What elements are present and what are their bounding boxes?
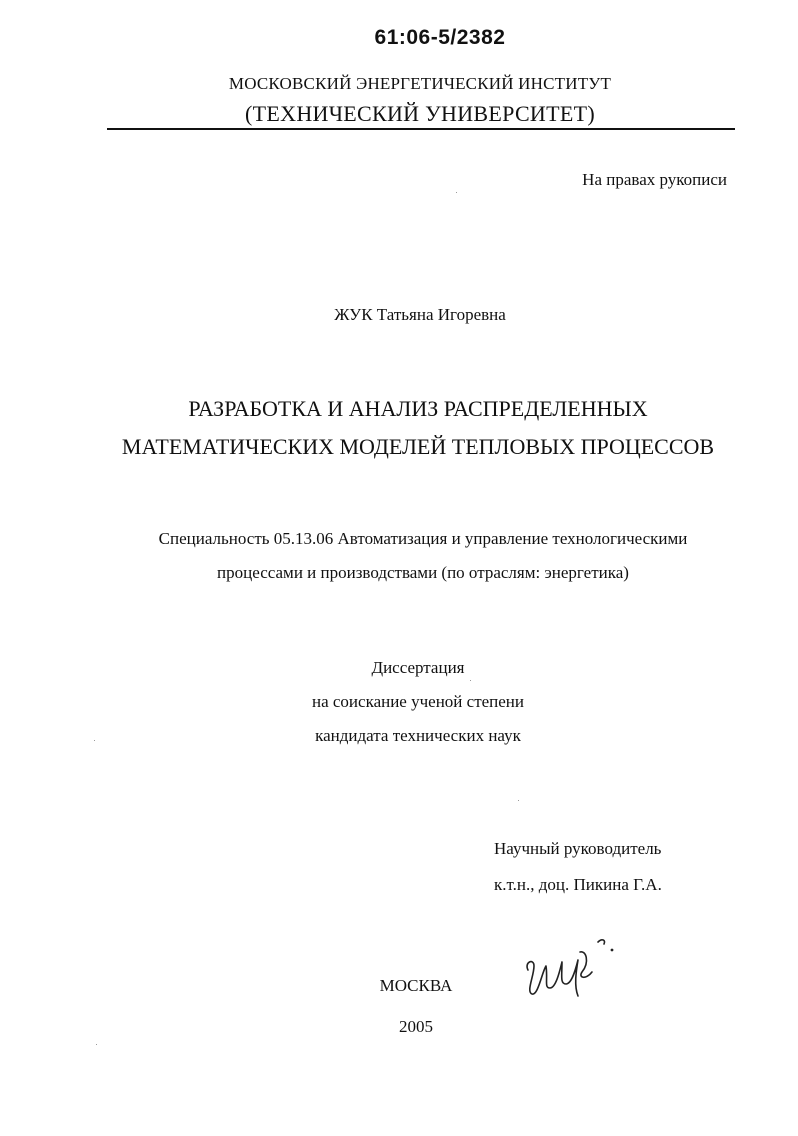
- scan-speck: [470, 680, 471, 681]
- header-divider: [107, 128, 735, 130]
- scan-speck: [94, 740, 95, 741]
- scan-speck: [96, 1044, 97, 1045]
- scan-speck: [456, 192, 457, 193]
- advisor-label: Научный руководитель: [494, 839, 662, 858]
- thesis-title-line-2: МАТЕМАТИЧЕСКИХ МОДЕЛЕЙ ТЕПЛОВЫХ ПРОЦЕССОВ: [121, 434, 715, 459]
- thesis-title-line-1: РАЗРАБОТКА И АНАЛИЗ РАСПРЕДЕЛЕННЫХ: [188, 396, 648, 421]
- thesis-degree-line-3: кандидата технических наук: [315, 726, 521, 745]
- scan-speck: [518, 800, 519, 801]
- advisor-name: к.т.н., доц. Пикина Г.А.: [494, 875, 662, 894]
- specialty: [0, 522, 798, 590]
- year: 2005: [399, 1017, 433, 1036]
- city: МОСКВА: [379, 976, 453, 995]
- scientific-advisor: [494, 831, 662, 903]
- author-name: ЖУК Татьяна Игоревна: [334, 305, 506, 324]
- catalog-code: 61:06-5/2382: [374, 26, 506, 49]
- institute-name: МОСКОВСКИЙ ЭНЕРГЕТИЧЕСКИЙ ИНСТИТУТ: [228, 74, 612, 93]
- university-name: (ТЕХНИЧЕСКИЙ УНИВЕРСИТЕТ): [245, 101, 595, 126]
- specialty-line-2: процессами и производствами (по отраслям: энергетика): [217, 563, 629, 582]
- thesis-degree-line-2: на соискание ученой степени: [311, 692, 525, 711]
- thesis-degree-line-1: Диссертация: [371, 658, 465, 677]
- specialty-line-1: Специальность 05.13.06 Автоматизация и управление технологическими: [158, 529, 688, 548]
- thesis-title: [0, 390, 798, 466]
- rights-notice: На правах рукописи: [582, 170, 727, 189]
- thesis-degree: [0, 651, 798, 753]
